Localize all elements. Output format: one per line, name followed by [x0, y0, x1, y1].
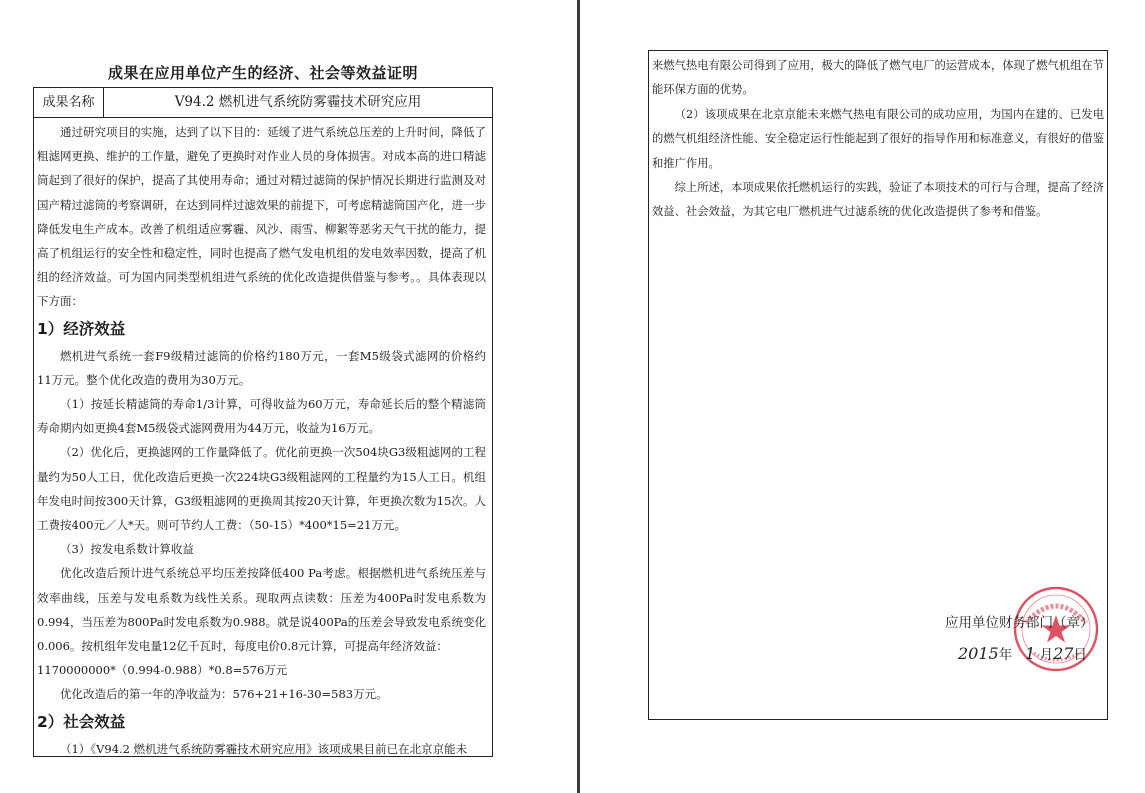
left-page-frame [33, 87, 493, 757]
econ-paragraph-1: 燃机进气系统一套F9级精过滤筒的价格约180万元，一套M5级袋式滤网的价格约11万元。整个优化改造的费用为30万元。 [37, 348, 486, 387]
date-year-unit: 年 [998, 647, 1013, 663]
achievement-name-label: 成果名称 [34, 88, 104, 117]
econ-paragraph-3: （2）优化后，更换滤网的工作量降低了。优化前更换一次504块G3级粗滤网的工程量约为50人工日，优化改造后更换一次224块G3级粗滤网的工程量约为15人工日。机组年发电时间按300天计算，G3级粗滤网的更换周其按20天计算，年更换次数为15次。人工费按400元／人*天。则可节约人工费：（50-15）*400*15=21万元。 [37, 445, 486, 533]
date-year: 2015 [958, 644, 999, 663]
date-day: 27 [1053, 644, 1074, 663]
conclusion-paragraph: 综上所述，本项成果依托燃机运行的实践，验证了本项技术的可行与合理，提高了经济效益、社会效益，为其它电厂燃机进气过滤系统的优化改造提供了参考和借鉴。 [652, 181, 1104, 219]
social-paragraph-1-start: （1）《V94.2 燃机进气系统防雾霾技术研究应用》该项成果目前已在北京京能未 [60, 741, 468, 756]
econ-paragraph-2: （1）按延长精滤筒的寿命1/3计算，可得收益为60万元，寿命延长后的整个精滤筒寿命期内如更换4套M5级袋式滤网费用为44万元，收益为16万元。 [37, 397, 486, 436]
date-month-unit: 月 [1039, 647, 1054, 663]
date-month: 1 [1025, 644, 1036, 663]
economic-benefit-heading: 1）经济效益 [37, 319, 126, 338]
date-day-unit: 日 [1073, 647, 1087, 663]
signature-unit: 应用单位财务部门（章） [945, 615, 1094, 631]
social-paragraph-2: （2）该项成果在北京京能未来燃气热电有限公司的成功应用，为国内在建的、已发电的燃气机组经济性能、安全稳定运行性能起到了很好的指导作用和标准意义，有很好的借鉴和推广作用。 [652, 107, 1104, 170]
left-page-body [34, 118, 492, 761]
social-benefit-heading: 2）社会效益 [37, 712, 126, 731]
document-title: 成果在应用单位产生的经济、社会等效益证明 [107, 64, 418, 82]
signature-date [958, 643, 1087, 663]
econ-paragraph-6: 优化改造后的第一年的净收益为：576+21+16-30=583万元。 [60, 687, 388, 702]
intro-paragraph: 通过研究项目的实施，达到了以下目的：延缓了进气系统总压差的上升时间，降低了粗滤网更换、维护的工作量，避免了更换时对作业人员的身体损害。对成本高的进口精滤筒起到了很好的保护，提高了其使用寿命；通过对精过滤筒的保护情况长期进行监测及对国产精过滤筒的考察调研，在达到同样过滤效果的前提下，可考虑精滤筒国产化，进一步降低发电生产成本。改善了机组适应雾霾、风沙、雨雪、柳絮等恶劣天气干扰的能力，提高了机组运行的安全性和稳定性，同时也提高了燃气发电机组的发电效率因数，提高了机组的经济效益。可为国内同类型机组进气系统的优化改造提供借鉴与参考。。具体表现以下方面： [37, 125, 486, 309]
achievement-name-value: V94.2 燃机进气系统防雾霾技术研究应用 [174, 94, 422, 110]
achievement-name-row [34, 88, 492, 118]
social-paragraph-1-cont: 来燃气热电有限公司得到了应用，极大的降低了燃气电厂的运营成本，体现了燃气机组在节能环保方面的优势。 [652, 59, 1104, 97]
econ-paragraph-4: （3）按发电系数计算收益 [60, 542, 194, 557]
right-page-body [649, 51, 1107, 225]
econ-paragraph-5: 优化改造后预计进气系统总平均压差按降低400 Pa考虑。根据燃机进气系统压差与效率曲线，压差与发电系数为线性关系。现取两点读数：压差为400Pa时发电系数为0.994，当压差为800Pa时发电系数为0.988。就是说400Pa的压差会导致发电系统变化0.006。按机组年发电量12亿千瓦时，每度电价0.8元计算，可提高年经济效益： [37, 566, 486, 654]
page-gutter [577, 0, 580, 793]
econ-formula: 1170000000*（0.994-0.988）*0.8=576万元 [37, 663, 288, 678]
